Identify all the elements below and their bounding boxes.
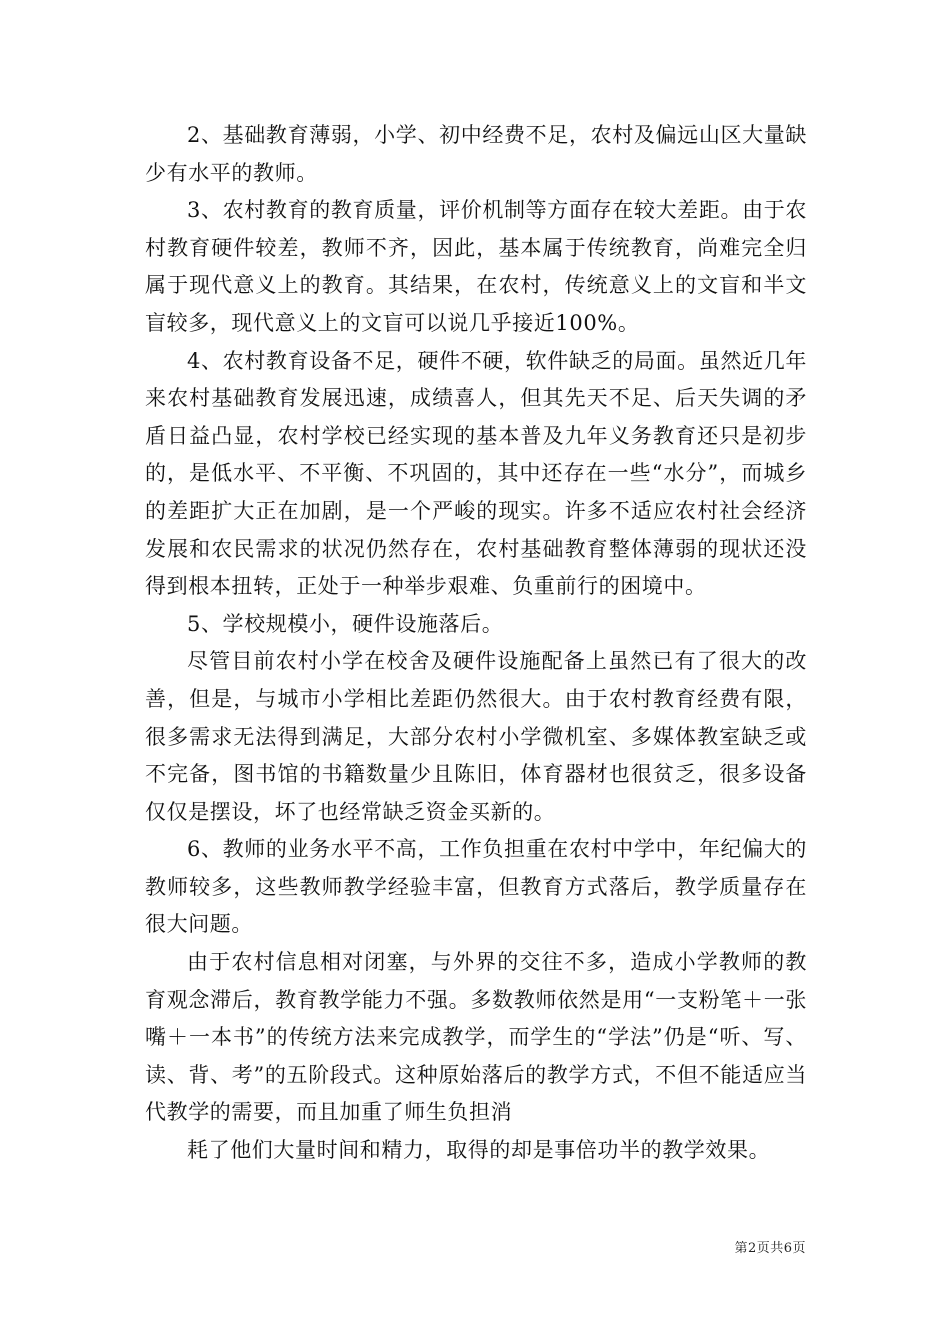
paragraph-item-3: 3、农村教育的教育质量，评价机制等方面存在较大差距。由于农村教育硬件较差，教师不齐，因此，基本属于传统教育，尚难完全归属于现代意义上的教育。其结果，在农村，传统意义上的文盲和半文盲较多，现代意义上的文盲可以说几乎接近100%。 [145, 198, 807, 335]
document-body [145, 117, 807, 1170]
paragraph-item-5-heading: 5、学校规模小，硬件设施落后。 [187, 611, 504, 636]
page-number-footer: 第2页共6页 [734, 1241, 806, 1256]
paragraph-teaching-effect: 耗了他们大量时间和精力，取得的却是事倍功半的教学效果。 [187, 1138, 771, 1163]
paragraph-item-2: 2、基础教育薄弱，小学、初中经费不足，农村及偏远山区大量缺少有水平的教师。 [145, 123, 807, 185]
paragraph-facilities: 尽管目前农村小学在校舍及硬件设施配备上虽然已有了很大的改善，但是，与城市小学相比差距仍然很大。由于农村教育经费有限，很多需求无法得到满足，大部分农村小学微机室、多媒体教室缺乏或不完备，图书馆的书籍数量少且陈旧，体育器材也很贫乏，很多设备仅仅是摆设，坏了也经常缺乏资金买新的。 [145, 649, 807, 824]
paragraph-teaching-methods: 由于农村信息相对闭塞，与外界的交往不多，造成小学教师的教育观念滞后，教育教学能力不强。多数教师依然是用“一支粉笔＋一张嘴＋一本书”的传统方法来完成教学，而学生的“学法”仍是“听、写、读、背、考”的五阶段式。这种原始落后的教学方式，不但不能适应当代教学的需要，而且加重了师生负担消 [145, 950, 807, 1125]
paragraph-item-4: 4、农村教育设备不足，硬件不硬，软件缺乏的局面。虽然近几年来农村基础教育发展迅速，成绩喜人，但其先天不足、后天失调的矛盾日益凸显，农村学校已经实现的基本普及九年义务教育还只是初步的，是低水平、不平衡、不巩固的，其中还存在一些“水分”，而城乡的差距扩大正在加剧，是一个严峻的现实。许多不适应农村社会经济发展和农民需求的状况仍然存在，农村基础教育整体薄弱的现状还没得到根本扭转，正处于一种举步艰难、负重前行的困境中。 [145, 348, 807, 599]
paragraph-item-6: 6、教师的业务水平不高，工作负担重在农村中学中，年纪偏大的教师较多，这些教师教学经验丰富，但教育方式落后，教学质量存在很大问题。 [145, 837, 807, 937]
